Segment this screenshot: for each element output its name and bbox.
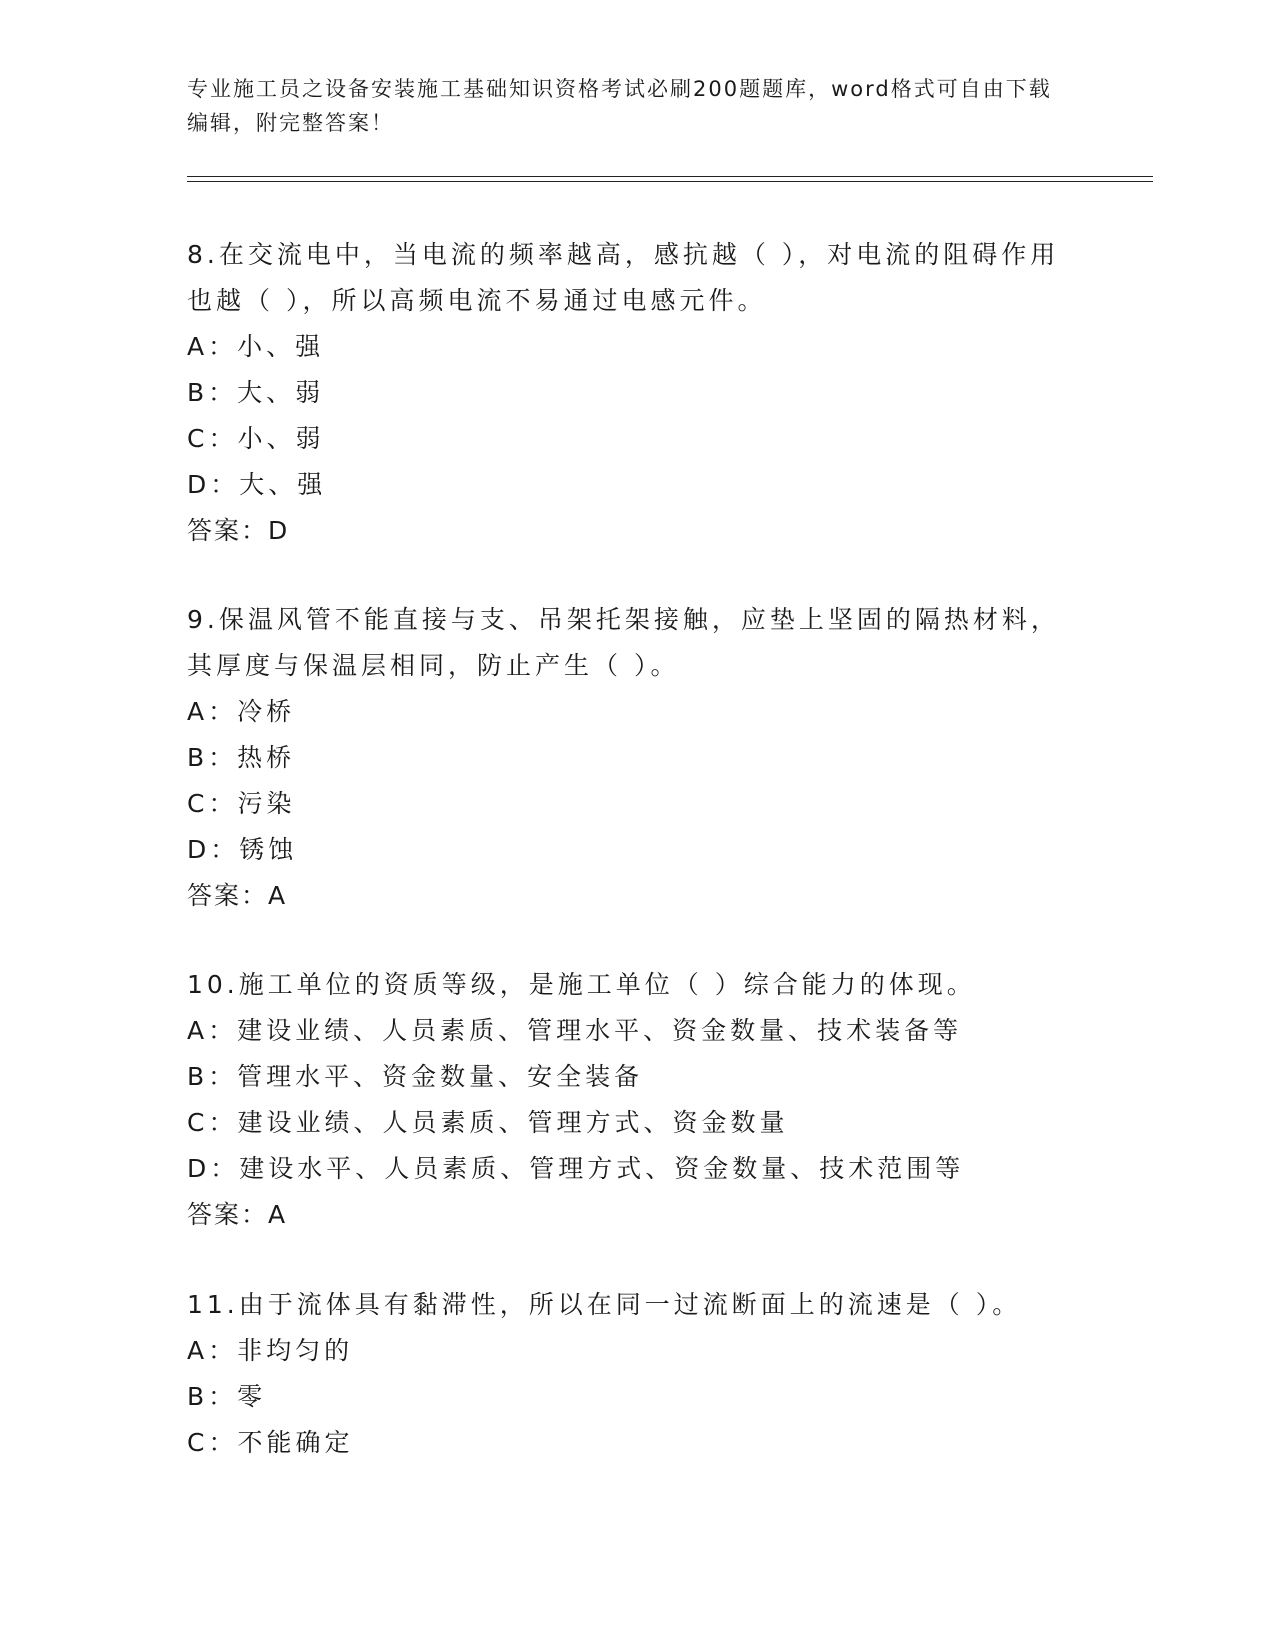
question-8 [187, 232, 1087, 554]
option-b: B：零 [187, 1382, 267, 1411]
option-c: C：建设业绩、人员素质、管理方式、资金数量 [187, 1108, 789, 1137]
option-b: B：大、弱 [187, 378, 325, 407]
option-a: A：非均匀的 [187, 1336, 354, 1365]
option-b: B：管理水平、资金数量、安全装备 [187, 1062, 644, 1091]
option-b: B：热桥 [187, 743, 296, 772]
option-d: D：锈蚀 [187, 835, 298, 864]
option-d: D：大、强 [187, 470, 327, 499]
option-d: D：建设水平、人员素质、管理方式、资金数量、技术范围等 [187, 1154, 965, 1183]
answer: 答案：D [187, 516, 290, 545]
header-rule-top [187, 176, 1153, 177]
question-stem: 10.施工单位的资质等级，是施工单位（ ）综合能力的体现。 [187, 970, 976, 999]
question-stem: 8.在交流电中，当电流的频率越高，感抗越（ ），对电流的阻碍作用也越（ ），所以高频电流不易通过电感元件。 [187, 240, 1060, 315]
answer: 答案：A [187, 881, 288, 910]
question-9 [187, 597, 1087, 919]
question-11 [187, 1282, 1087, 1466]
header-rule-bottom [187, 181, 1153, 182]
question-stem: 9.保温风管不能直接与支、吊架托架接触，应垫上坚固的隔热材料，其厚度与保温层相同，防止产生（ ）。 [187, 605, 1060, 680]
question-stem: 11.由于流体具有黏滞性，所以在同一过流断面上的流速是（ ）。 [187, 1290, 1022, 1319]
answer: 答案：A [187, 1200, 288, 1229]
option-c: C：污染 [187, 789, 296, 818]
question-10 [187, 962, 1087, 1238]
option-a: A：建设业绩、人员素质、管理水平、资金数量、技术装备等 [187, 1016, 963, 1045]
option-a: A：小、强 [187, 332, 325, 361]
option-a: A：冷桥 [187, 697, 296, 726]
option-c: C：小、弱 [187, 424, 325, 453]
option-c: C：不能确定 [187, 1428, 354, 1457]
document-header: 专业施工员之设备安装施工基础知识资格考试必刷200题题库，word格式可自由下载编辑，附完整答案！ [187, 77, 1052, 135]
